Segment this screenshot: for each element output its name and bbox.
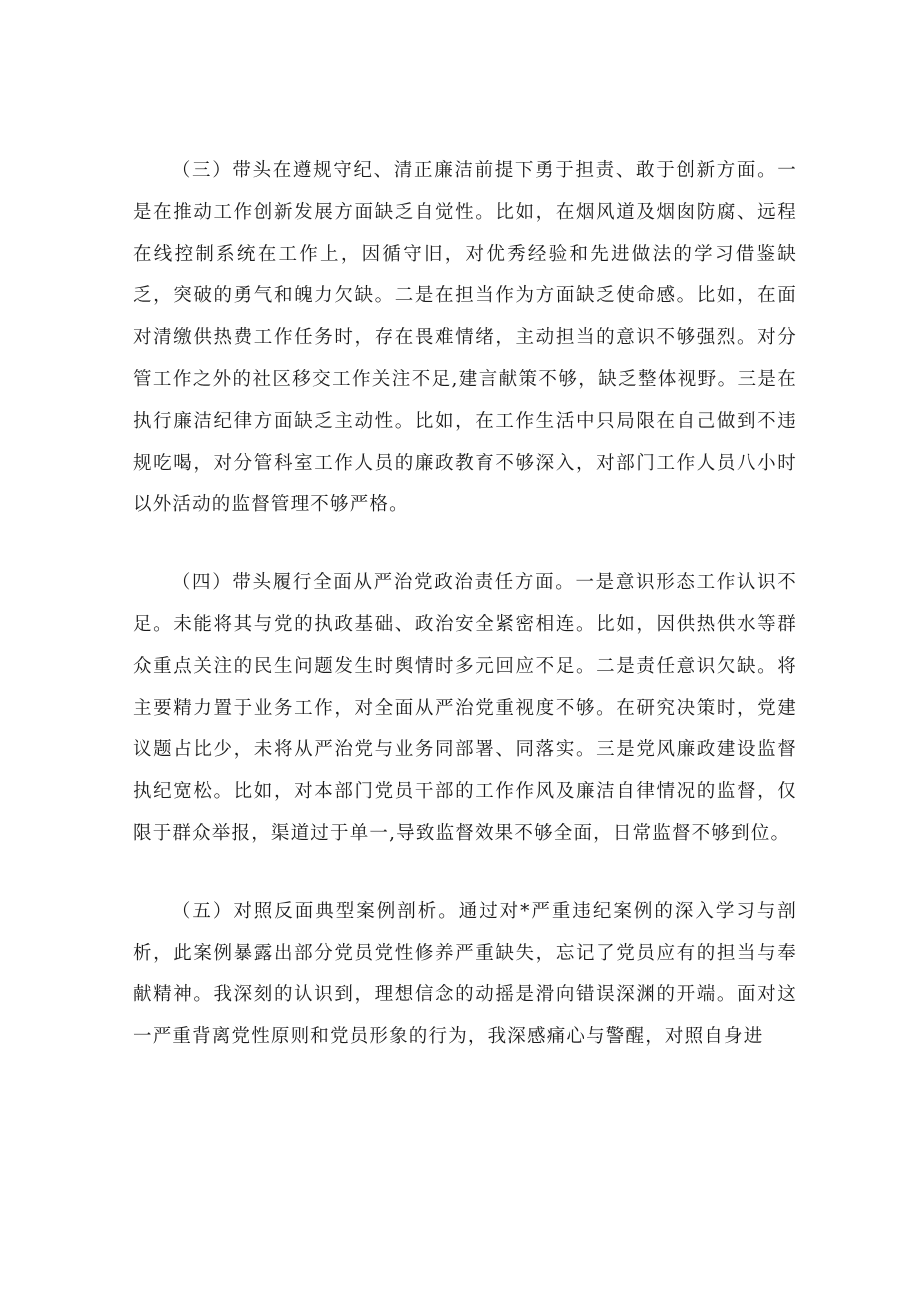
paragraph-section-4: （四）带头履行全面从严治党政治责任方面。一是意识形态工作认识不足。未能将其与党的执政基础、政治安全紧密相连。比如，因供热供水等群众重点关注的民生问题发生时舆情时多元回应不足。二是责任意识欠缺。将主要精力置于业务工作，对全面从严治党重视度不够。在研究决策时，党建议题占比少，未将从严治党与业务同部署、同落实。三是党风廉政建设监督执纪宽松。比如，对本部门党员干部的工作作风及廉洁自律情况的监督，仅限于群众举报，渠道过于单一,导致监督效果不够全面，日常监督不够到位。 bbox=[133, 572, 797, 844]
document-body bbox=[133, 150, 797, 1058]
paragraph-section-3: （三）带头在遵规守纪、清正廉洁前提下勇于担责、敢于创新方面。一是在推动工作创新发展方面缺乏自觉性。比如，在烟风道及烟囱防腐、远程在线控制系统在工作上，因循守旧，对优秀经验和先进做法的学习借鉴缺乏，突破的勇气和魄力欠缺。二是在担当作为方面缺乏使命感。比如，在面对清缴供热费工作任务时，存在畏难情绪，主动担当的意识不够强烈。对分管工作之外的社区移交工作关注不足,建言献策不够，缺乏整体视野。三是在执行廉洁纪律方面缺乏主动性。比如，在工作生活中只局限在自己做到不违规吃喝，对分管科室工作人员的廉政教育不够深入，对部门工作人员八小时以外活动的监督管理不够严格。 bbox=[133, 160, 797, 516]
paragraph-section-5: （五）对照反面典型案例剖析。通过对*严重违纪案例的深入学习与剖析，此案例暴露出部分党员党性修养严重缺失，忘记了党员应有的担当与奉献精神。我深刻的认识到，理想信念的动摇是滑向错误深渊的开端。面对这一严重背离党性原则和党员形象的行为，我深感痛心与警醒，对照自身进 bbox=[133, 900, 797, 1048]
